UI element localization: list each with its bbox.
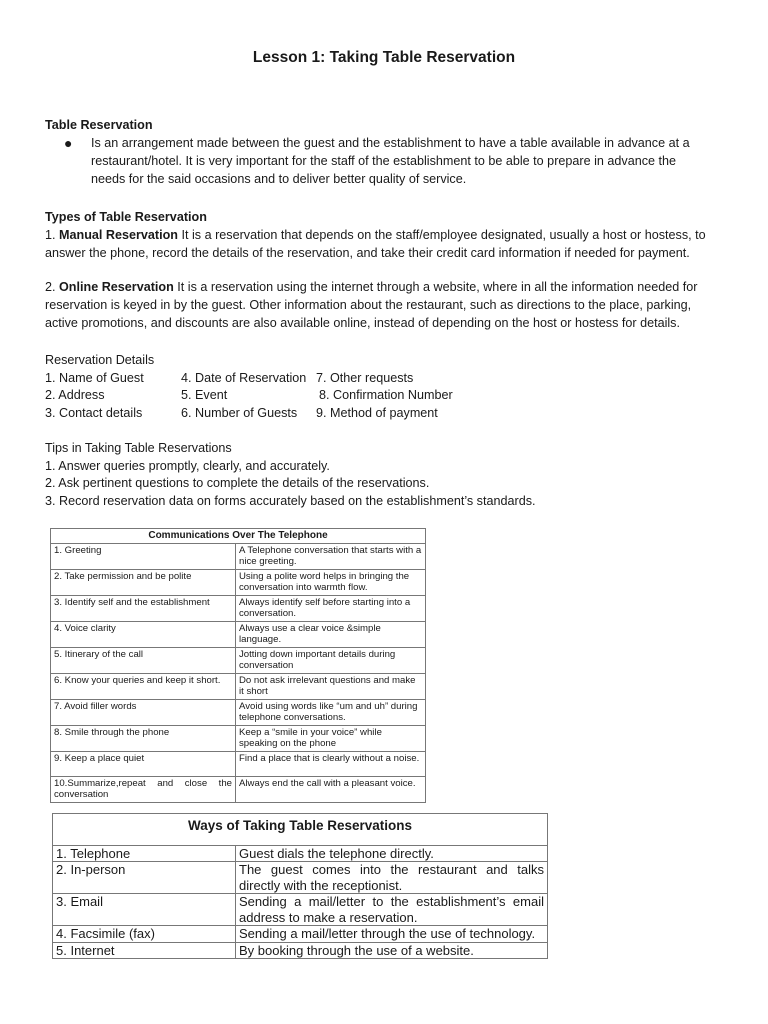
details-item: 4. Date of Reservation (181, 370, 307, 385)
table-cell: 2. In-person (53, 862, 236, 894)
table-row (51, 725, 426, 751)
online-number: 2. (45, 280, 60, 294)
table-cell: 5. Itinerary of the call (51, 647, 236, 673)
details-item: 7. Other requests (316, 370, 414, 385)
table-cell: A Telephone conversation that starts with a nice greeting. (236, 543, 426, 569)
table-row (51, 699, 426, 725)
table-cell: Do not ask irrelevant questions and make it short (236, 673, 426, 699)
table-cell: Using a polite word helps in bringing the conversation into warmth flow. (236, 569, 426, 595)
table-row (51, 595, 426, 621)
details-column-3 (316, 370, 453, 423)
table-cell: 7. Avoid filler words (51, 699, 236, 725)
reservation-details (45, 352, 453, 420)
details-heading: Reservation Details (45, 353, 155, 367)
bullet-icon: ● (64, 135, 73, 151)
ways-table-title: Ways of Taking Table Reservations (53, 814, 548, 846)
table-row (51, 647, 426, 673)
table-cell: 3. Identify self and the establishment (51, 595, 236, 621)
table-cell: 1. Telephone (53, 845, 236, 862)
details-item: 1. Name of Guest (45, 370, 144, 385)
table-cell: Always use a clear voice &simple language. (236, 621, 426, 647)
table-cell: Sending a mail/letter through the use of technology. (236, 926, 548, 943)
manual-number: 1. (45, 228, 60, 242)
table-cell: Avoid using words like “um and uh” during telephone conversations. (236, 699, 426, 725)
manual-reservation-paragraph (45, 226, 725, 262)
tips-section (45, 440, 536, 510)
table-cell: Keep a “smile in your voice” while speaking on the phone (236, 725, 426, 751)
table-reservation-heading: Table Reservation (45, 118, 153, 132)
details-column-2 (181, 370, 306, 423)
table-row (53, 926, 548, 943)
table-reservation-bullet (64, 134, 704, 188)
table-row (51, 543, 426, 569)
tips-item: 2. Ask pertinent questions to complete the details of the reservations. (45, 476, 430, 490)
table-cell: Jotting down important details during conversation (236, 647, 426, 673)
table-cell: Always identify self before starting into a conversation. (236, 595, 426, 621)
tips-item: 1. Answer queries promptly, clearly, and accurately. (45, 458, 330, 473)
table-cell: 3. Email (53, 894, 236, 926)
table-cell: 1. Greeting (51, 543, 236, 569)
table-cell: 4. Facsimile (fax) (53, 926, 236, 943)
manual-term: Manual Reservation (59, 228, 178, 242)
details-item: 9. Method of payment (316, 405, 438, 420)
table-row (53, 894, 548, 926)
table-row (53, 845, 548, 862)
details-item: 3. Contact details (45, 405, 143, 420)
table-cell: 4. Voice clarity (51, 621, 236, 647)
details-item: 6. Number of Guests (181, 405, 298, 420)
ways-of-reservation-table (52, 813, 548, 959)
tips-heading: Tips in Taking Table Reservations (45, 441, 232, 455)
table-cell: By booking through the use of a website. (236, 942, 548, 959)
table-cell: Always end the call with a pleasant voice. (236, 776, 426, 802)
table-row (51, 621, 426, 647)
online-text: It is a reservation using the internet through a website, where in all the information needed for reservation is keyed in by the guest. Other information about the restaurant, such as directions to the place, parking, active promotions, and discounts are also available online, instead of depending on the host or hostess for details. (45, 280, 698, 330)
telephone-table-title: Communications Over The Telephone (51, 529, 426, 544)
table-reservation-definition: Is an arrangement made between the guest and the establishment to have a table available in advance at a restaurant/hotel. It is very important for the staff of the establishment to be able to prepare in advance the needs for the said occasions and to deliver better quality of service. (91, 136, 690, 186)
manual-text: It is a reservation that depends on the staff/employee designated, usually a host or hostess, to answer the phone, record the details of the reservation, and take their credit card information if needed for payment. (45, 228, 706, 260)
table-cell: 8. Smile through the phone (51, 725, 236, 751)
types-heading: Types of Table Reservation (45, 210, 207, 224)
table-cell: Find a place that is clearly without a noise. (236, 751, 426, 776)
table-cell: 10.Summarize,repeat and close the conversation (51, 776, 236, 802)
page-title: Lesson 1: Taking Table Reservation (252, 49, 516, 66)
table-row (53, 942, 548, 959)
table-cell: The guest comes into the restaurant and talks directly with the receptionist. (236, 862, 548, 894)
table-row (53, 862, 548, 894)
table-cell: Guest dials the telephone directly. (236, 845, 548, 862)
details-item: 2. Address (45, 388, 105, 402)
table-cell: 9. Keep a place quiet (51, 751, 236, 776)
details-item: 8. Confirmation Number (319, 388, 453, 402)
table-row (51, 776, 426, 802)
online-reservation-paragraph (45, 278, 725, 332)
table-cell: Sending a mail/letter to the establishment’s email address to make a reservation. (236, 894, 548, 926)
details-item: 5. Event (181, 388, 228, 402)
online-term: Online Reservation (59, 280, 174, 294)
telephone-communications-table (50, 528, 426, 803)
table-cell: 2. Take permission and be polite (51, 569, 236, 595)
table-row (51, 673, 426, 699)
details-column-1 (45, 370, 144, 423)
table-row (51, 569, 426, 595)
table-row (51, 751, 426, 776)
table-cell: 6. Know your queries and keep it short. (51, 673, 236, 699)
table-cell: 5. Internet (53, 942, 236, 959)
tips-item: 3. Record reservation data on forms accurately based on the establishment’s standards. (45, 493, 536, 508)
